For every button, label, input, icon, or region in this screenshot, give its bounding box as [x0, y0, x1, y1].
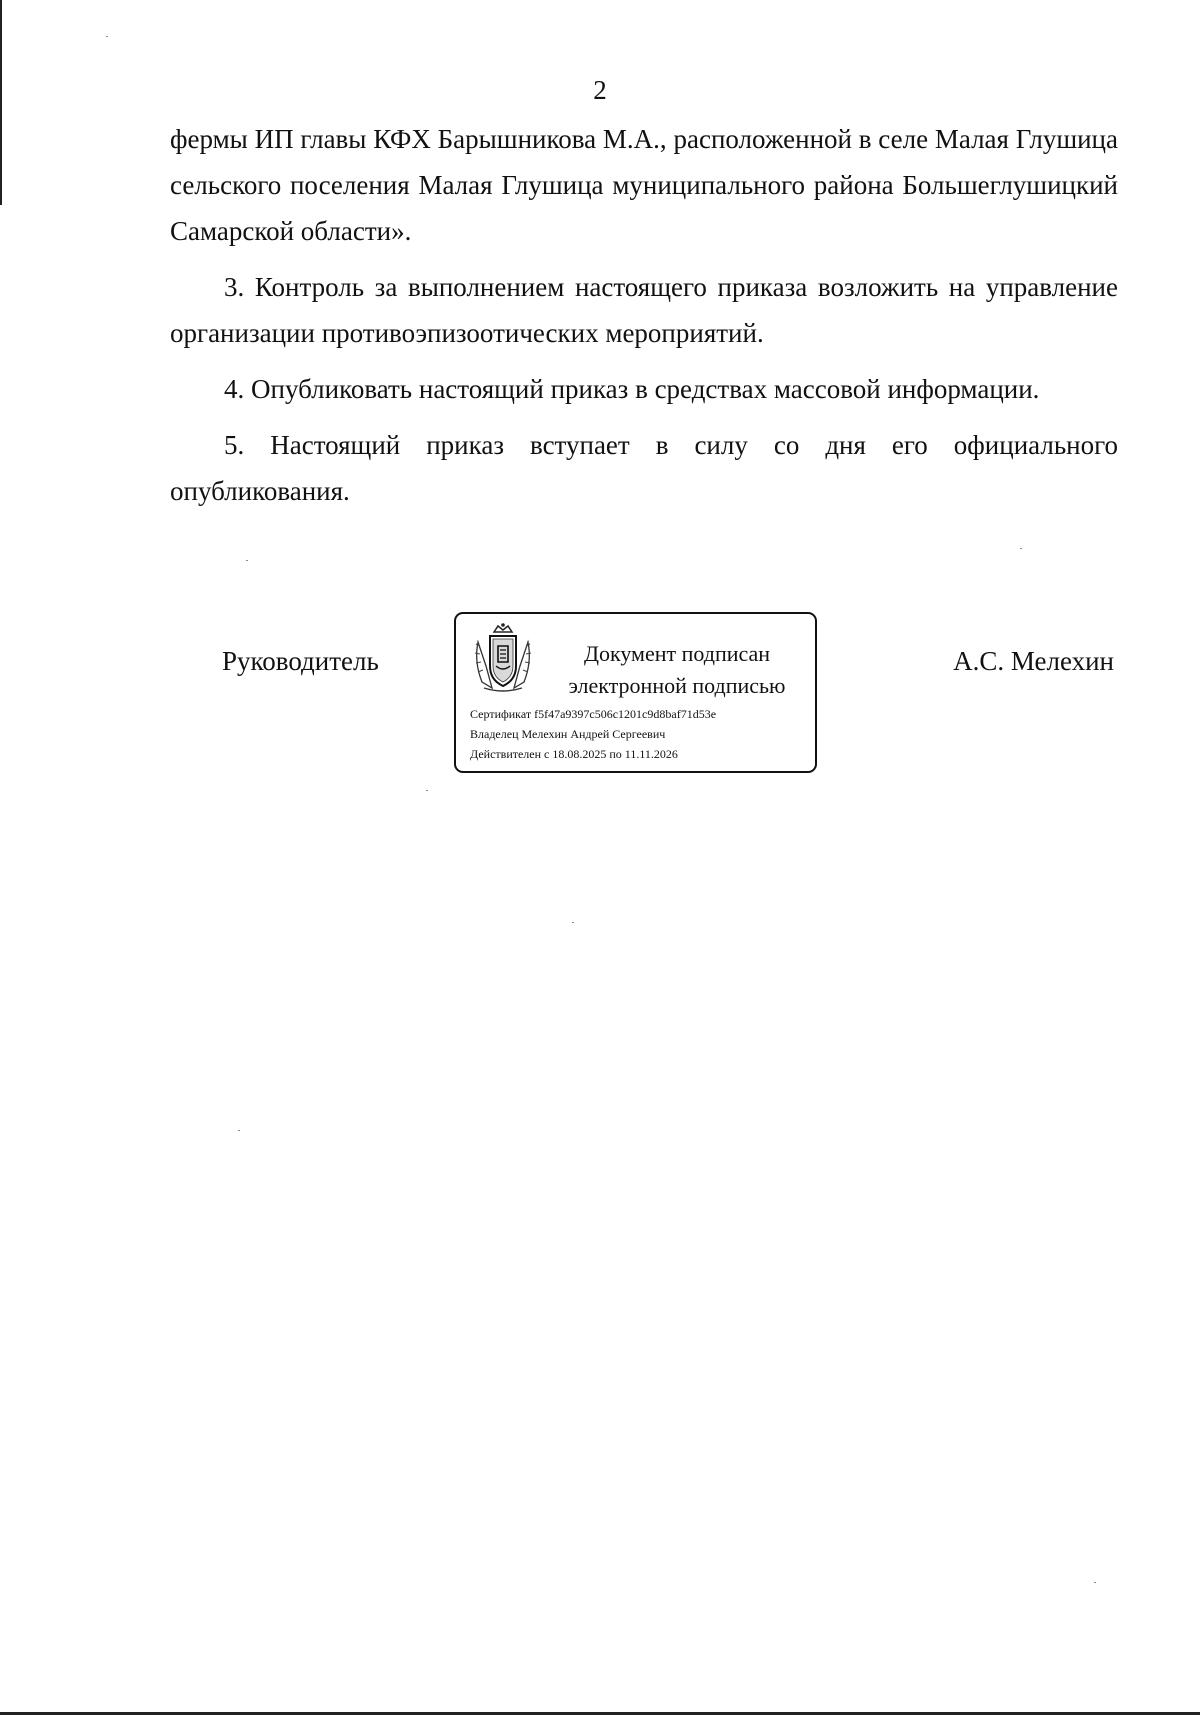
scan-speck: [246, 560, 248, 561]
electronic-signature-stamp: [454, 612, 817, 773]
scan-speck: [426, 790, 428, 791]
scan-edge-bottom: [0, 1712, 1200, 1715]
scan-speck: [1020, 548, 1022, 549]
stamp-heading: [552, 638, 802, 702]
stamp-validity: Действителен с 18.08.2025 по 11.11.2026: [470, 747, 678, 761]
signer-title: Руководитель: [222, 646, 379, 676]
scan-speck: [238, 1130, 240, 1131]
page-number: 2: [593, 75, 607, 105]
stamp-certificate: Сертификат f5f47a9397c506c1201c9d8baf71d53e: [470, 707, 717, 721]
scan-speck: [1094, 1582, 1096, 1583]
paragraph-item-5: 5. Настоящий приказ вступает в силу со дня его официального опубликования.: [170, 430, 1118, 506]
stamp-heading-line-2: электронной подписью: [568, 673, 786, 698]
paragraph-item-4: 4. Опубликовать настоящий приказ в средствах массовой информации.: [224, 374, 1040, 404]
scan-edge-left: [0, 0, 2, 205]
paragraph-item-3: 3. Контроль за выполнением настоящего приказа возложить на управление организации противоэпизоотических мероприятий.: [170, 272, 1118, 348]
paragraph-continuation: фермы ИП главы КФХ Барышникова М.А., расположенной в селе Малая Глушица сельского поселения Малая Глушица муниципального района Большеглушицкий Самарской области».: [170, 124, 1118, 246]
stamp-heading-line-1: Документ подписан: [583, 641, 771, 666]
stamp-owner: Владелец Мелехин Андрей Сергеевич: [470, 727, 666, 741]
stamp-details: [470, 704, 810, 764]
document-body: [170, 116, 1118, 514]
scan-speck: [572, 922, 574, 923]
scan-speck: [106, 36, 108, 37]
signer-name: А.С. Мелехин: [953, 646, 1114, 676]
coat-of-arms-icon: [472, 622, 534, 694]
